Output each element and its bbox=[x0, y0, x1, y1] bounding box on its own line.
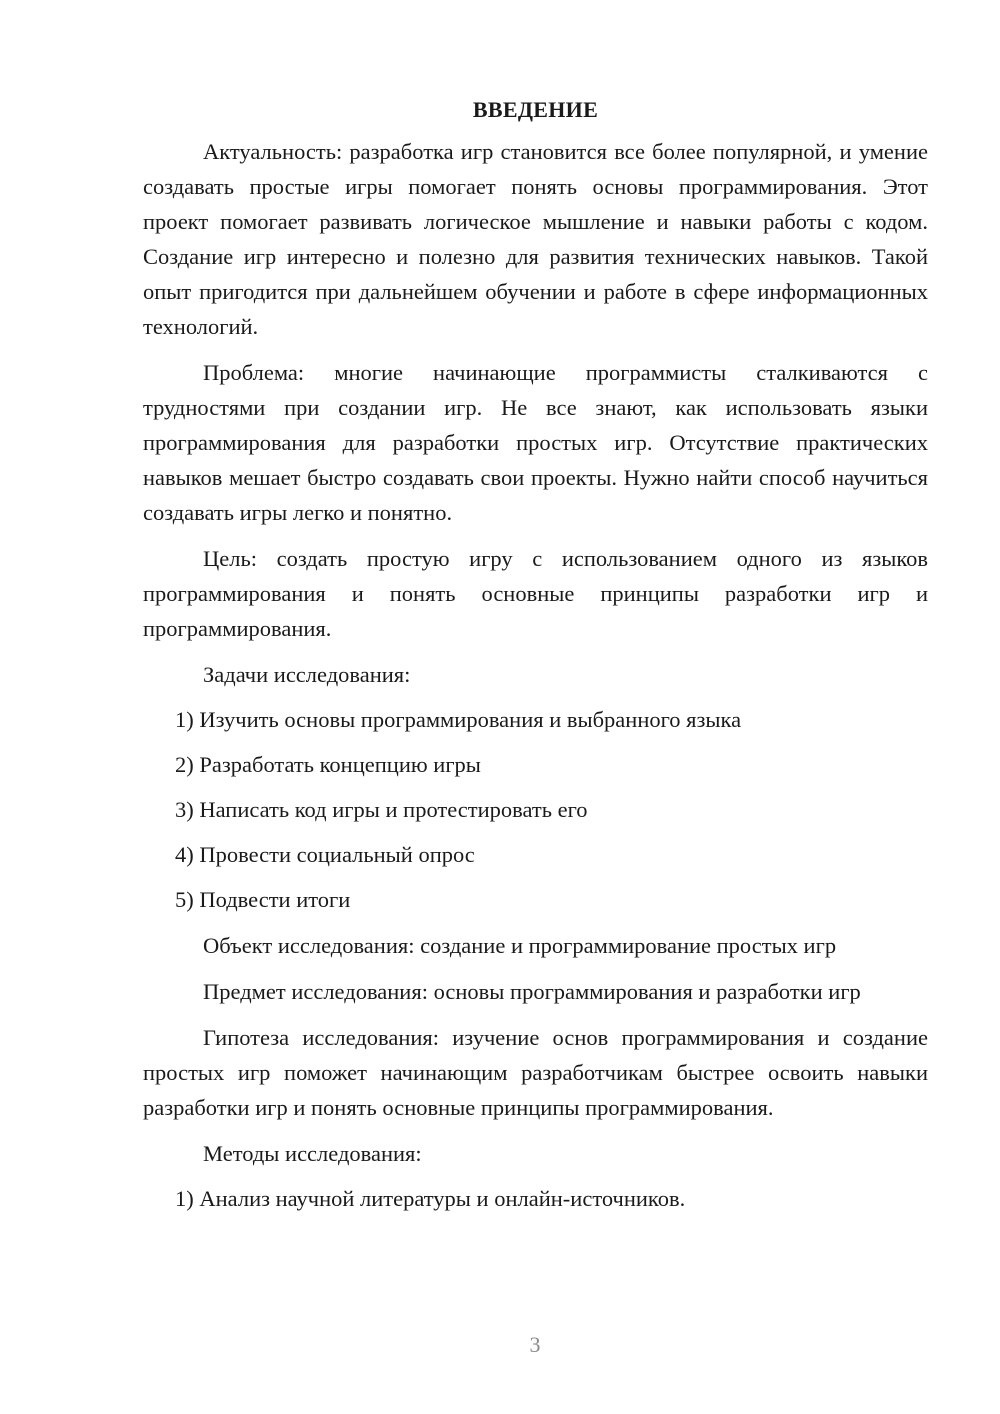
tasks-list bbox=[143, 702, 928, 917]
task-item: 5) Подвести итоги bbox=[175, 887, 351, 912]
task-item: 3) Написать код игры и протестировать его bbox=[175, 797, 588, 822]
relevance-paragraph: Актуальность: разработка игр становится все более популярной, и умение создавать простые игры помогает понять основы программирования. Этот проект помогает развивать логическое мышление и навыки работы с кодом. Создание игр интересно и полезно для развития технических навыков. Такой опыт пригодится при дальнейшем обучении и работе в сфере информационных технологий. bbox=[143, 139, 928, 339]
document-page bbox=[143, 90, 928, 1216]
page-number: 3 bbox=[529, 1332, 541, 1357]
subject-paragraph: Предмет исследования: основы программирования и разработки игр bbox=[203, 979, 861, 1004]
method-item: 1) Анализ научной литературы и онлайн-источников. bbox=[175, 1186, 686, 1211]
object-paragraph: Объект исследования: создание и программирование простых игр bbox=[203, 933, 837, 958]
tasks-heading: Задачи исследования: bbox=[203, 662, 411, 687]
methods-list bbox=[143, 1181, 928, 1216]
document-title: ВВЕДЕНИЕ bbox=[472, 97, 599, 122]
goal-paragraph: Цель: создать простую игру с использованием одного из языков программирования и понять основные принципы разработки игр и программирования. bbox=[143, 546, 928, 641]
problem-paragraph: Проблема: многие начинающие программисты сталкиваются с трудностями при создании игр. Не все знают, как использовать языки программирования для разработки простых игр. Отсутствие практических навыков мешает быстро создавать свои проекты. Нужно найти способ научиться создавать игры легко и понятно. bbox=[143, 360, 928, 525]
methods-heading: Методы исследования: bbox=[203, 1141, 422, 1166]
hypothesis-paragraph: Гипотеза исследования: изучение основ программирования и создание простых игр поможет начинающим разработчикам быстрее освоить навыки разработки игр и понять основные принципы программирования. bbox=[143, 1025, 928, 1120]
task-item: 1) Изучить основы программирования и выбранного языка bbox=[175, 707, 742, 732]
task-item: 4) Провести социальный опрос bbox=[175, 842, 475, 867]
task-item: 2) Разработать концепцию игры bbox=[175, 752, 481, 777]
